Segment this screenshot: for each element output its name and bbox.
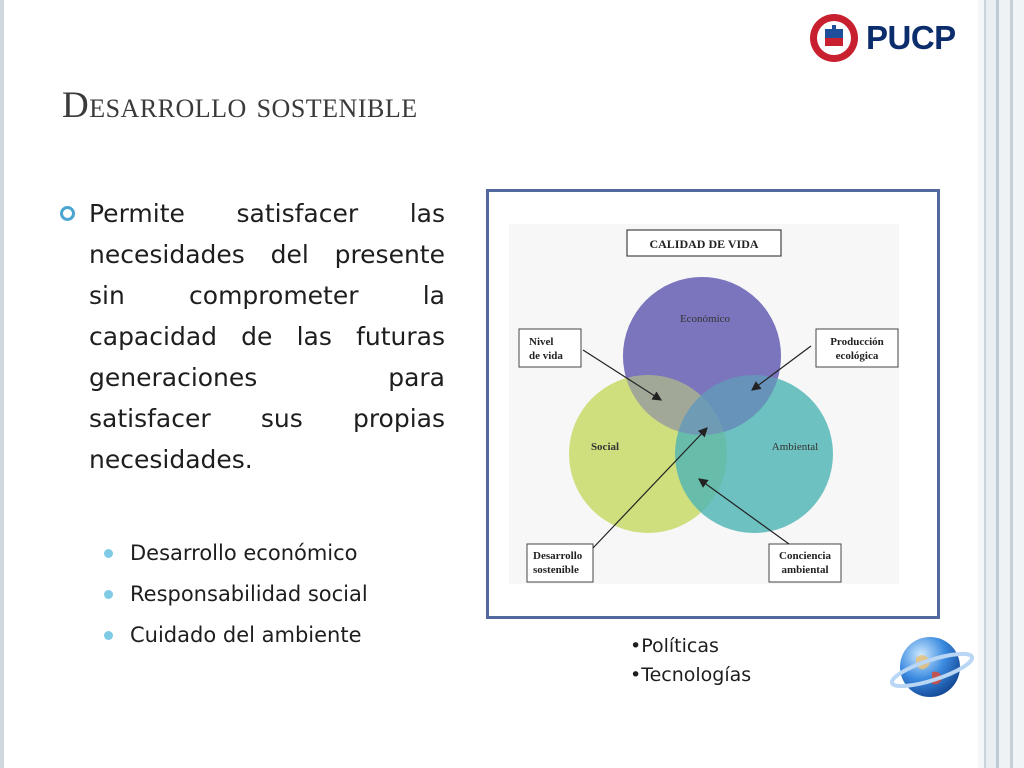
list-item	[104, 575, 368, 616]
produccion-ecologica-line2: ecológica	[835, 350, 879, 362]
main-paragraph: Permite satisfacer las necesidades del presente sin comprometer la capacidad de las futuras generaciones para satisfacer sus propias necesidades.	[89, 199, 445, 474]
venn-diagram-figure	[486, 189, 940, 619]
list-item	[104, 534, 368, 575]
desarrollo-sostenible-line1: Desarrollo	[533, 550, 583, 562]
economico-label: Económico	[679, 313, 731, 325]
calidad-de-vida-label: CALIDAD DE VIDA	[649, 237, 759, 251]
conciencia-ambiental-line2: ambiental	[781, 564, 829, 576]
pucp-wordmark: PUCP	[866, 19, 956, 56]
pucp-logo	[808, 12, 956, 64]
sub-bullet-list	[104, 534, 368, 657]
ambiental-label: Ambiental	[771, 441, 819, 453]
produccion-ecologica-line1: Producción	[830, 336, 884, 348]
list-item	[104, 616, 368, 657]
desarrollo-sostenible-line2: sostenible	[533, 564, 579, 576]
slide-title: Desarrollo sostenible	[62, 85, 418, 126]
list-item-label: Cuidado del ambiente	[130, 623, 362, 647]
conciencia-ambiental-line1: Conciencia	[779, 550, 831, 562]
economico-overlay	[623, 277, 781, 435]
bullet-dot-icon	[104, 631, 113, 640]
globe-icon	[888, 632, 976, 706]
note-politicas: •Políticas	[630, 635, 719, 657]
bullet-dot-icon	[104, 549, 113, 558]
list-item-label: Responsabilidad social	[130, 582, 368, 606]
slide-left-border	[0, 0, 4, 768]
venn-diagram	[489, 192, 937, 616]
pucp-seal-icon	[808, 12, 860, 64]
nivel-de-vida-line1: Nivel	[529, 336, 554, 348]
main-bullet-icon	[60, 206, 75, 221]
bullet-dot-icon	[104, 590, 113, 599]
social-label: Social	[590, 441, 620, 453]
list-item-label: Desarrollo económico	[130, 541, 358, 565]
bottom-notes	[630, 632, 751, 690]
slide-right-border	[978, 0, 1024, 768]
nivel-de-vida-line2: de vida	[529, 350, 563, 362]
note-tecnologias: •Tecnologías	[630, 664, 752, 686]
